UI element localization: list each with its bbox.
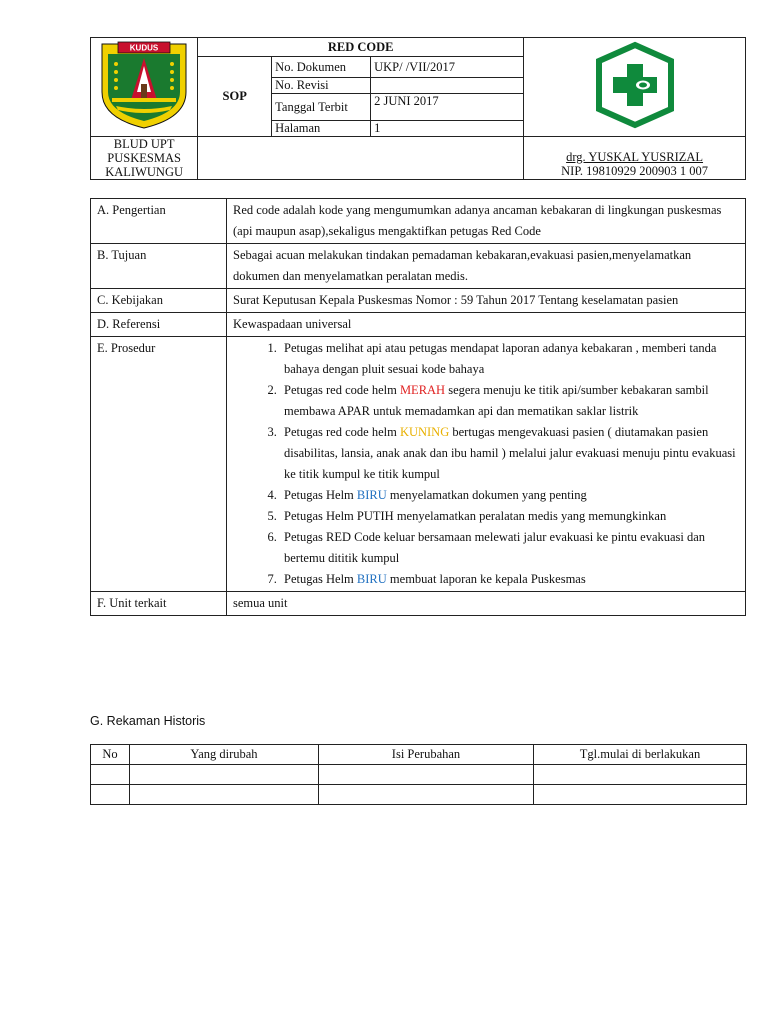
section-a-label: A. Pengertian bbox=[91, 199, 227, 244]
date-value: 2 JUNI 2017 bbox=[371, 94, 524, 121]
history-cell bbox=[91, 785, 130, 805]
row-kebijakan bbox=[91, 289, 746, 313]
org-line-1: BLUD UPT bbox=[113, 137, 175, 151]
history-table bbox=[90, 744, 747, 805]
history-cell bbox=[130, 765, 319, 785]
history-col-changed: Yang dirubah bbox=[130, 745, 319, 765]
step-2-text-post: segera menuju ke titik api/sumber kebakaran sambil membawa APAR untuk memadamkan api dan mematikan saklar listrik bbox=[284, 383, 709, 418]
page-value: 1 bbox=[371, 121, 524, 137]
history-cell bbox=[91, 765, 130, 785]
helmet-color-red: MERAH bbox=[399, 383, 446, 397]
row-tujuan bbox=[91, 244, 746, 289]
history-heading: G. Rekaman Historis bbox=[90, 714, 206, 728]
helmet-color-yellow: KUNING bbox=[399, 425, 450, 439]
empty-cell bbox=[198, 137, 524, 180]
procedure-step-6: 6. Petugas RED Code keluar bersamaan melewati jalur evakuasi ke pintu evakuasi dan bertemu dititik kumpul bbox=[280, 527, 739, 569]
sop-content-table bbox=[90, 198, 746, 616]
procedure-cell bbox=[227, 337, 746, 592]
organization-name bbox=[91, 137, 198, 180]
history-cell bbox=[130, 785, 319, 805]
section-c-label: C. Kebijakan bbox=[91, 289, 227, 313]
procedure-step-2 bbox=[280, 380, 739, 422]
step-4-text-pre: Petugas Helm bbox=[284, 488, 357, 502]
procedure-step-7 bbox=[280, 569, 739, 590]
section-e-label: E. Prosedur bbox=[91, 337, 227, 592]
history-col-date: Tgl.mulai di berlakukan bbox=[534, 745, 747, 765]
history-cell bbox=[534, 785, 747, 805]
history-col-no: No bbox=[91, 745, 130, 765]
revision-value bbox=[371, 78, 524, 94]
page-label: Halaman bbox=[272, 121, 371, 137]
section-b-label: B. Tujuan bbox=[91, 244, 227, 289]
step-7-text-pre: Petugas Helm bbox=[284, 572, 357, 586]
emblem-badge-text: KUDUS bbox=[129, 43, 159, 53]
history-col-content: Isi Perubahan bbox=[319, 745, 534, 765]
kudus-emblem-cell bbox=[91, 38, 198, 137]
sop-label: SOP bbox=[198, 57, 272, 137]
date-label: Tanggal Terbit bbox=[272, 94, 371, 121]
row-unit-terkait bbox=[91, 592, 746, 616]
step-7-text-post: membuat laporan ke kepala Puskesmas bbox=[386, 572, 586, 586]
procedure-step-3 bbox=[280, 422, 739, 485]
history-row bbox=[91, 765, 747, 785]
row-pengertian bbox=[91, 199, 746, 244]
helmet-color-blue-2: BIRU bbox=[356, 572, 387, 586]
section-f-text: semua unit bbox=[227, 592, 746, 616]
section-d-label: D. Referensi bbox=[91, 313, 227, 337]
puskesmas-logo-icon bbox=[565, 40, 705, 130]
org-line-2: PUSKESMAS bbox=[107, 151, 181, 165]
section-d-text: Kewaspadaan universal bbox=[227, 313, 746, 337]
section-a-text: Red code adalah kode yang mengumumkan adanya ancaman kebakaran di lingkungan puskesmas (api maupun asap),sekaligus mengaktifkan petugas Red Code bbox=[227, 199, 746, 244]
section-c-text: Surat Keputusan Kepala Puskesmas Nomor : 59 Tahun 2017 Tentang keselamatan pasien bbox=[227, 289, 746, 313]
history-cell bbox=[534, 765, 747, 785]
helmet-color-blue: BIRU bbox=[356, 488, 387, 502]
row-referensi bbox=[91, 313, 746, 337]
step-3-text-pre: Petugas red code helm bbox=[284, 425, 400, 439]
org-line-3: KALIWUNGU bbox=[105, 165, 183, 179]
history-cell bbox=[319, 785, 534, 805]
history-cell bbox=[319, 765, 534, 785]
signer-block bbox=[524, 137, 746, 180]
section-b-text: Sebagai acuan melakukan tindakan pemadaman kebakaran,evakuasi pasien,menyelamatkan dokumen dan menyelamatkan peralatan medis. bbox=[227, 244, 746, 289]
signer-nip: NIP. 19810929 200903 1 007 bbox=[561, 164, 709, 178]
procedure-step-4 bbox=[280, 485, 739, 506]
row-prosedur bbox=[91, 337, 746, 592]
puskesmas-logo-cell bbox=[524, 38, 746, 137]
emblem-motto-text: KOTA KRETEK bbox=[130, 104, 158, 109]
section-f-label: F. Unit terkait bbox=[91, 592, 227, 616]
procedure-list bbox=[233, 338, 739, 590]
sop-header-table bbox=[90, 37, 746, 180]
doc-number-label: No. Dokumen bbox=[272, 57, 371, 78]
step-4-text-post: menyelamatkan dokumen yang penting bbox=[386, 488, 587, 502]
step-2-text-pre: Petugas red code helm bbox=[284, 383, 400, 397]
document-title: RED CODE bbox=[198, 38, 524, 57]
procedure-step-5: 5. Petugas Helm PUTIH menyelamatkan peralatan medis yang memungkinkan bbox=[280, 506, 739, 527]
signer-name: drg. YUSKAL YUSRIZAL bbox=[566, 150, 704, 164]
doc-number-value: UKP/ /VII/2017 bbox=[371, 57, 524, 78]
history-header-row bbox=[91, 745, 747, 765]
revision-label: No. Revisi bbox=[272, 78, 371, 94]
kudus-emblem-icon bbox=[94, 40, 194, 130]
history-row bbox=[91, 785, 747, 805]
procedure-step-1: 1. Petugas melihat api atau petugas mendapat laporan adanya kebakaran , memberi tanda bahaya dengan pluit sesuai kode bahaya bbox=[280, 338, 739, 380]
step-3-text-post: bertugas mengevakuasi pasien ( diutamakan pasien disabilitas, lansia, anak anak dan ibu hamil ) melalui jalur evakuasi menuju pintu evakuasi ke titik kumpul ke titik kumpul bbox=[284, 425, 736, 481]
